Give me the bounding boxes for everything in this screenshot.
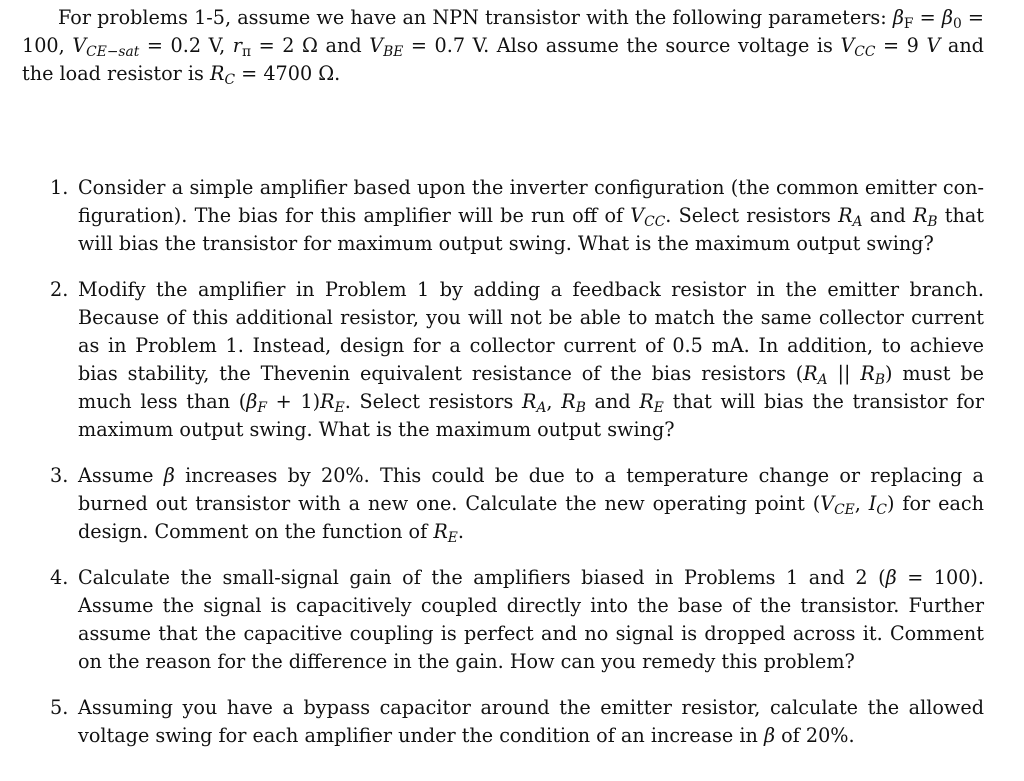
problem-list [22, 174, 984, 750]
document-page [22, 4, 984, 768]
problem-number: 3. [50, 464, 69, 487]
problem-1: 1. Consider a simple amplifier based upon the inverter configuration (the common emitter con-figuration). The bias for this amplifier will be run off of $V_{CC}$. Select resistors $R_A$ and $R_B$ that will bias the transistor for maximum output swing. What is the maximum output swing? [50, 176, 984, 255]
problem-4: 4. Calculate the small-signal gain of the amplifiers biased in Problems 1 and 2 (β = 100). Assume the signal is capacitively coupled directly into the base of the transistor. Further assume that the capacitive coupling is perfect and no signal is dropped across it. Comment on the reason for the difference in the gain. How can you remedy this problem? [50, 566, 985, 673]
problem-5: 5. Assuming you have a bypass capacitor around the emitter resistor, calculate the allowed voltage swing for each amplifier under the condition of an increase in β of 20%. [50, 696, 984, 747]
problem-number: 5. [50, 696, 69, 719]
problem-number: 4. [50, 566, 69, 589]
problem-number: 1. [50, 176, 69, 199]
intro-paragraph: For problems 1-5, assume we have an NPN transistor with the following parameters: $\beta_F = \beta_0 = 100$, $V_{CE-sat} = 0.2$ V, $r_\pi = 2$ Ω and $V_{BE} = 0.7$ V. Also assume the source voltage is $V_{CC} = 9$ V and the load resistor is $R_C = 4700$ Ω. [22, 6, 984, 89]
problem-2: 2. Modify the amplifier in Problem 1 by adding a feedback resistor in the emitter branch. Because of this additional resistor, you will not be able to match the same collector current as in Problem 1. Instead, design for a collector current of 0.5 mA. In addition, to achieve bias stability, the Thevenin equivalent resistance of the bias resistors ($R_A$ || $R_B$) must be much less than $(\beta_F + 1)R_E$. Select resistors $R_A$, $R_B$ and $R_E$ that will bias the transistor for maximum output swing. What is the maximum output swing? [50, 278, 985, 441]
problem-number: 2. [50, 278, 69, 301]
problem-3: 3. Assume β increases by 20%. This could be due to a temperature change or replacing a burned out transistor with a new one. Calculate the new operating point ($V_{CE}$, $I_C$) for each design. Comment on the function of $R_E$. [50, 464, 984, 547]
